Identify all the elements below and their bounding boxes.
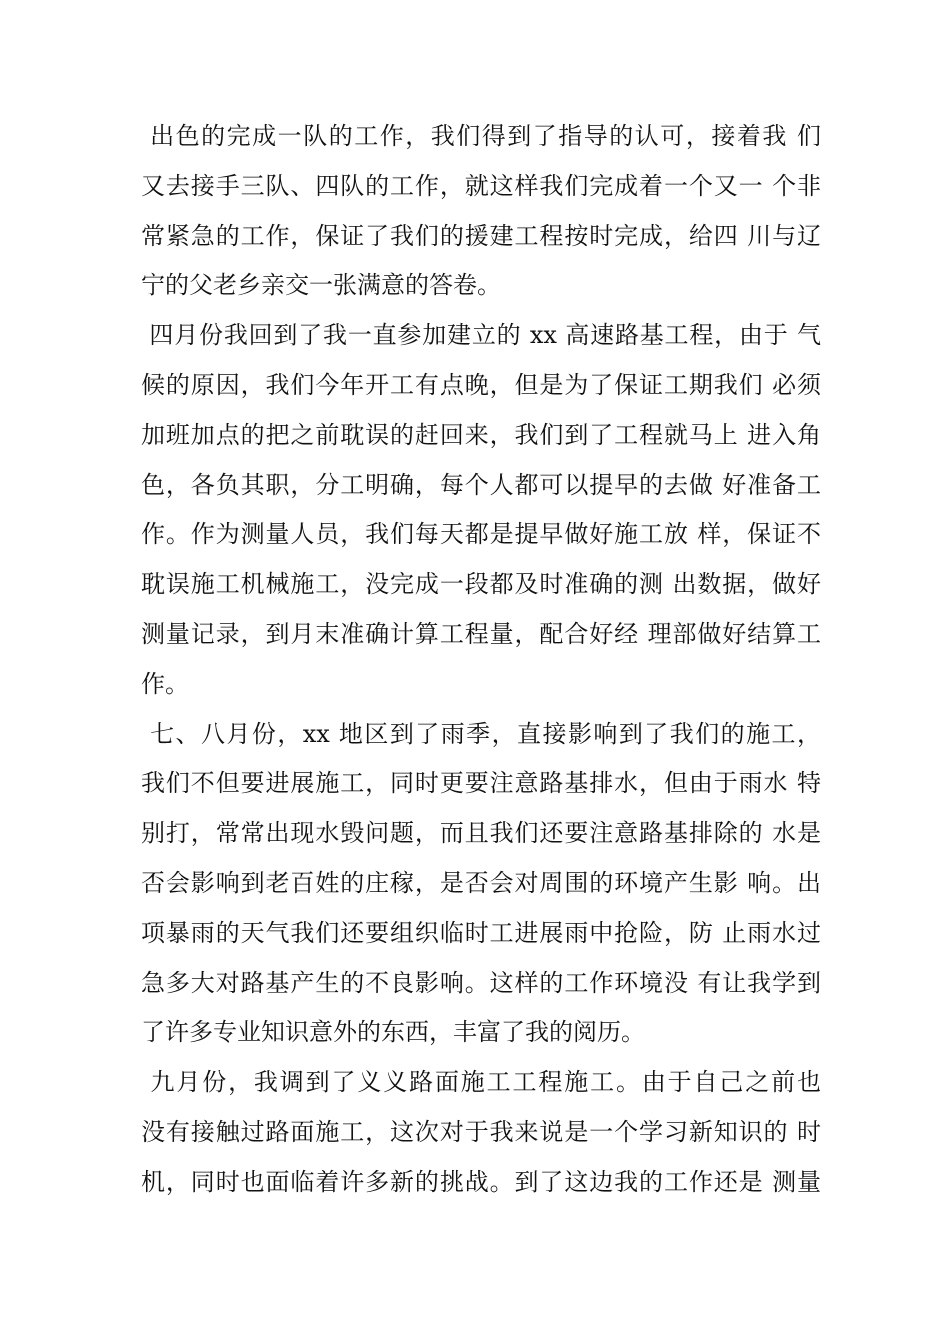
text-line-5: 四月份我回到了我一直参加建立的 xx 高速路基工程，由于 气 <box>141 321 821 350</box>
text-line-2: 又去接手三队、四队的工作，就这样我们完成着一个又一 个非 <box>141 171 821 200</box>
text-line-21: 没有接触过路面施工，这次对于我来说是一个学习新知识的 时 <box>141 1117 821 1146</box>
text-line-4: 宁的父老乡亲交一张满意的答卷。 <box>141 271 501 300</box>
text-line-6: 候的原因，我们今年开工有点晚，但是为了保证工期我们 必须 <box>141 370 821 399</box>
text-line-10: 耽误施工机械施工，没完成一段都及时准确的测 出数据，做好 <box>141 570 821 599</box>
text-line-22: 机，同时也面临着许多新的挑战。到了这边我的工作还是 测量 <box>141 1167 821 1196</box>
document-body <box>141 112 821 1208</box>
text-line-14: 我们不但要进展施工，同时更要注意路基排水，但由于雨水 特 <box>141 769 821 798</box>
text-line-17: 项暴雨的天气我们还要组织临时工进展雨中抢险，防 止雨水过 <box>141 918 821 947</box>
text-line-19: 了许多专业知识意外的东西，丰富了我的阅历。 <box>141 1018 645 1047</box>
text-line-18: 急多大对路基产生的不良影响。这样的工作环境没 有让我学到 <box>141 968 821 997</box>
text-line-7: 加班加点的把之前耽误的赶回来，我们到了工程就马上 进入角 <box>141 420 821 449</box>
text-line-15: 别打，常常出现水毁问题，而且我们还要注意路基排除的 水是 <box>141 819 821 848</box>
text-line-3: 常紧急的工作，保证了我们的援建工程按时完成，给四 川与辽 <box>141 221 821 250</box>
text-line-12: 作。 <box>141 669 189 698</box>
text-line-16: 否会影响到老百姓的庄稼，是否会对周围的环境产生影 响。出 <box>141 868 821 897</box>
text-line-1: 出色的完成一队的工作，我们得到了指导的认可，接着我 们 <box>141 122 821 150</box>
text-line-20: 九月份，我调到了义义路面施工工程施工。由于自己之前也 <box>141 1068 821 1097</box>
text-line-11: 测量记录，到月末准确计算工程量，配合好经 理部做好结算工 <box>141 619 821 648</box>
text-line-8: 色，各负其职，分工明确，每个人都可以提早的去做 好准备工 <box>141 470 821 499</box>
text-line-9: 作。作为测量人员，我们每天都是提早做好施工放 样，保证不 <box>141 520 821 549</box>
text-line-13: 七、八月份，xx 地区到了雨季，直接影响到了我们的施工， <box>141 719 821 748</box>
